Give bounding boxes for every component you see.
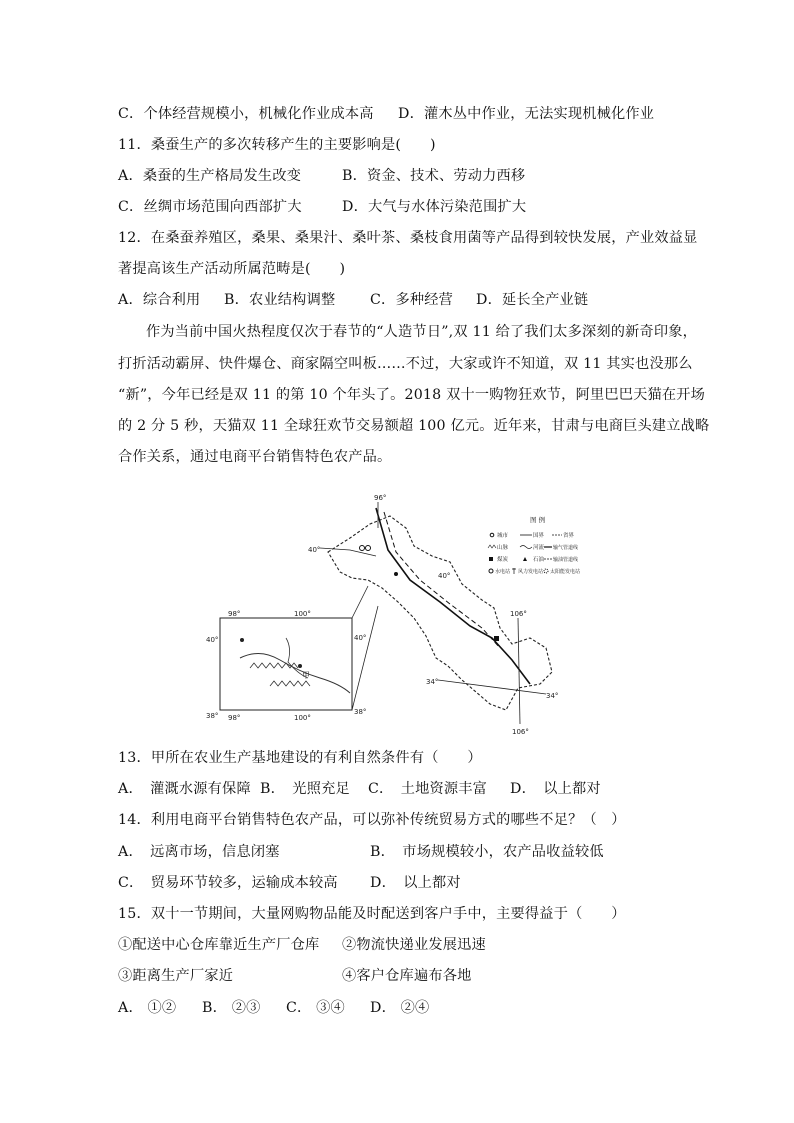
- q13-option-c: C． 土地资源丰富: [368, 781, 488, 797]
- gansu-map: [200, 488, 580, 736]
- q15-option-a: A． ①②: [118, 1000, 177, 1016]
- legend-item: 煤炭: [497, 557, 509, 563]
- legend-coal-icon: [489, 557, 493, 561]
- legend-city-icon: [490, 533, 494, 537]
- legend-hydro-icon: [489, 569, 493, 573]
- legend-item: 风力发电站: [518, 569, 544, 575]
- city-marker: [494, 636, 499, 641]
- q14-option-c: C． 贸易环节较多，运输成本较高: [118, 875, 338, 891]
- q13-option-b: B． 光照充足: [260, 781, 350, 797]
- q15-statement-4: ④客户仓库遍布各地: [342, 968, 472, 984]
- lat-label-40-main-right: 40°: [438, 572, 451, 580]
- q15-option-b: B． ②③: [202, 1000, 261, 1016]
- legend-item: 石油: [533, 557, 545, 563]
- passage-line-5: 合作关系，通过电商平台销售特色农产品。: [118, 449, 392, 465]
- gansu-map-figure: [200, 488, 580, 736]
- q13-stem: 13．甲所在农业生产基地建设的有利自然条件有（ ）: [118, 750, 482, 766]
- legend-mountain-icon: [488, 545, 496, 548]
- q15-stem: 15．双十一节期间，大量网购物品能及时配送到客户手中，主要得益于（ ）: [118, 906, 626, 922]
- q14-stem: 14．利用电商平台销售特色农产品，可以弥补传统贸易方式的哪些不足？（ ）: [118, 812, 626, 828]
- pipeline-secondary: [384, 512, 500, 648]
- inset-lon-98-top: 98°: [228, 610, 241, 618]
- q12-option-d: D．延长全产业链: [476, 292, 589, 308]
- inset-lat-40-left: 40°: [206, 636, 219, 644]
- q10-option-c: C．个体经营规模小，机械化作业成本高: [118, 106, 374, 122]
- lon-label-106-bottom: 106°: [512, 728, 529, 736]
- q15-statement-2: ②物流快递业发展迅速: [342, 937, 486, 953]
- inset-connector-top: [352, 586, 368, 618]
- inset-lat-38-right: 38°: [354, 708, 367, 716]
- q13-option-a: A． 灌溉水源有保障: [118, 781, 251, 797]
- q12-option-b: B．农业结构调整: [224, 292, 336, 308]
- q15-statement-1: ①配送中心仓库靠近生产厂仓库: [118, 937, 320, 953]
- inset-mountain-range-2: [270, 681, 310, 686]
- legend-item: 输气管道线: [553, 545, 579, 551]
- legend-river-icon: [520, 546, 532, 549]
- q14-option-b: B． 市场规模较小，农产品收益较低: [370, 844, 604, 860]
- inset-lat-40-right: 40°: [354, 634, 367, 642]
- lon-label-96: 96°: [374, 494, 387, 502]
- inset-connector-bottom: [352, 606, 378, 710]
- inset-city: [240, 638, 244, 642]
- q14-option-a: A． 远离市场，信息闭塞: [118, 844, 280, 860]
- inset-lon-98-bottom: 98°: [228, 714, 241, 722]
- map-legend: [488, 515, 580, 575]
- q12-option-a: A．综合利用: [118, 292, 201, 308]
- passage-line-4: 的 2 分 5 秒，天猫双 11 全球狂欢节交易额超 100 亿元。近年来，甘肃与电商巨头建立战略: [118, 418, 710, 434]
- inset-lat-38-left: 38°: [206, 712, 219, 720]
- legend-item: 河流: [533, 545, 545, 551]
- passage-line-2: 打折活动霸屏、快件爆仓、商家隔空叫板……不过，大家或许不知道，双 11 其实也没那么: [118, 356, 693, 372]
- legend-item: 水电站: [495, 569, 511, 575]
- inset-lon-100-top: 100°: [294, 610, 311, 618]
- legend-item: 太阳能发电站: [550, 569, 580, 575]
- legend-item: 省界: [563, 533, 575, 539]
- legend-title: 图 例: [530, 516, 546, 524]
- q12-option-c: C．多种经营: [370, 292, 453, 308]
- lat-label-40-main-left: 40°: [308, 546, 321, 554]
- lat-label-34-left: 34°: [426, 678, 439, 686]
- place-label-jia: 甲: [302, 671, 310, 680]
- legend-wind-icon: [512, 568, 516, 574]
- solar-station-marker: [366, 546, 371, 551]
- q15-option-d: D． ②④: [370, 1000, 430, 1016]
- q15-statement-3: ③距离生产厂家近: [118, 968, 234, 984]
- q15-option-c: C． ③④: [286, 1000, 345, 1016]
- solar-station-marker: [360, 546, 365, 551]
- legend-item: 山脉: [497, 545, 509, 551]
- legend-oil-icon: [523, 557, 527, 561]
- legend-item: 输油管道线: [553, 557, 579, 563]
- q12-stem-line1: 12．在桑蚕养殖区，桑果、桑果汁、桑叶茶、桑枝食用菌等产品得到较快发展，产业效益显: [118, 230, 698, 246]
- q11-option-c: C．丝绸市场范围向西部扩大: [118, 199, 302, 215]
- q11-option-a: A．桑蚕的生产格局发生改变: [118, 168, 302, 184]
- passage-line-3: “新”，今年已经是双 11 的第 10 个年头了。2018 双十一购物狂欢节，阿里巴巴天猫在开场: [118, 387, 706, 403]
- q14-option-d: D． 以上都对: [370, 875, 461, 891]
- q10-option-d: D．灌木丛中作业，无法实现机械化作业: [398, 106, 655, 122]
- legend-item: 国界: [533, 533, 545, 539]
- q13-option-d: D． 以上都对: [510, 781, 601, 797]
- city-marker: [394, 572, 398, 576]
- inset-city: [298, 664, 302, 668]
- q11-option-d: D．大气与水体污染范围扩大: [342, 199, 527, 215]
- legend-item: 城市: [497, 533, 509, 539]
- lat-line-34: [438, 680, 546, 694]
- q11-stem: 11．桑蚕生产的多次转移产生的主要影响是( ): [118, 137, 436, 153]
- legend-solar-icon: [544, 569, 548, 573]
- lon-label-106-top: 106°: [510, 610, 527, 618]
- lat-label-34-right: 34°: [546, 692, 559, 700]
- q12-stem-line2: 著提高该生产活动所属范畴是( ): [118, 261, 346, 277]
- passage-line-1: 作为当前中国火热程度仅次于春节的“人造节日”,双 11 给了我们太多深刻的新奇印象，: [146, 324, 698, 340]
- inset-lon-100-bottom: 100°: [294, 714, 311, 722]
- inset-river: [240, 653, 350, 693]
- q11-option-b: B．资金、技术、劳动力西移: [342, 168, 526, 184]
